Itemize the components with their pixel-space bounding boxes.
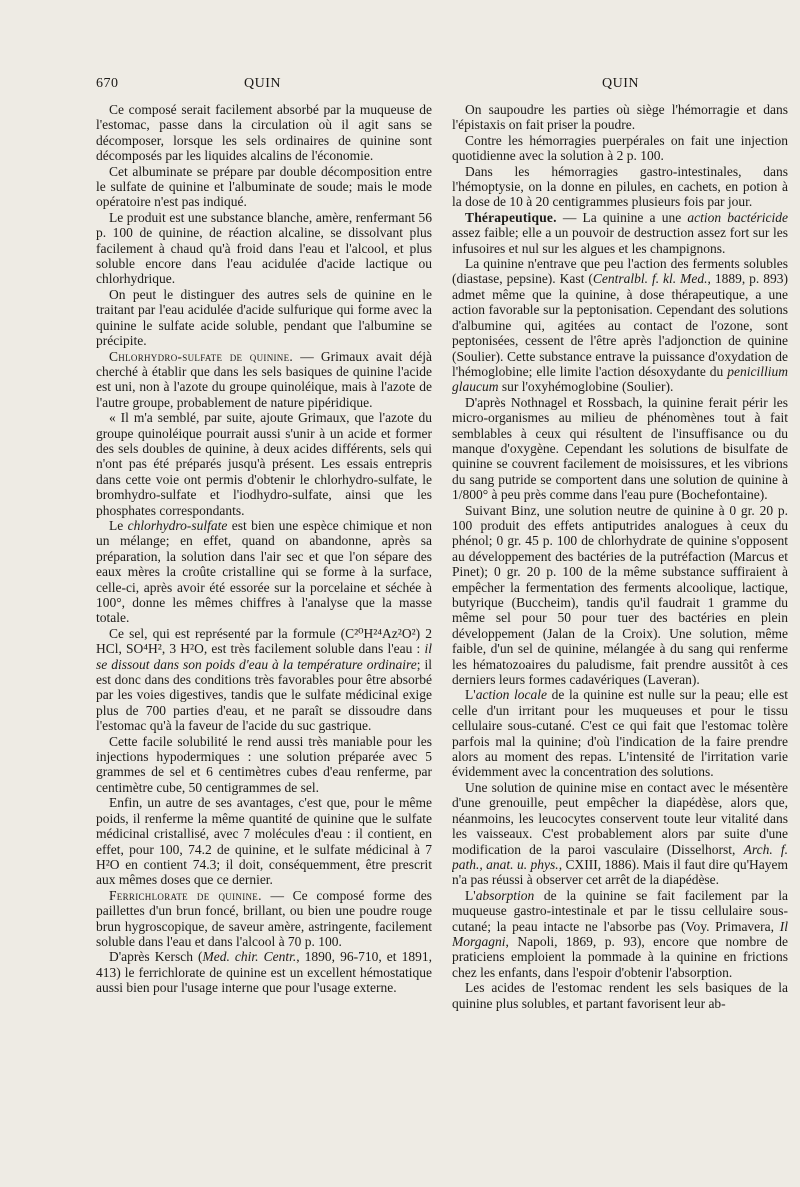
italic-text: Il Morgagni <box>452 918 788 949</box>
body-text: Cette facile solubilité le rend aussi très maniable pour les injections hypodermiques : une solution préparée avec 5 grammes de sel et 6 centimètres cubes d'eau renferme, par centimètre cube, 50 centigrammes de sel. <box>96 733 432 795</box>
body-text: Enfin, un autre de ses avantages, c'est que, pour le même poids, il renferme la même quantité de quinine que le sulfate médicinal cristallisé, avec 7 molécules d'eau : il contient, en effet, pour 100, 74.2 de quinine, et le sulfate médicinal à 7 H²O en contient 74.3; il doit, conséquemment, être prescrit aux mêmes doses que ce dernier. <box>96 795 432 888</box>
paragraph <box>96 795 432 887</box>
paragraph <box>452 780 788 888</box>
paragraph <box>96 888 432 950</box>
italic-text: penicillium glaucum <box>452 363 788 395</box>
body-text: D'après Nothnagel et Rossbach, la quinine ferait périr les micro-organismes au milieu de phénomènes tout à fait semblables à ceux qui résultent de l'insuffisance ou du manque d'oxygène. Cependant les solutions de bisulfate de quinine se couvrent facilement de moisissures, et les vibrions du sang putride se comportent dans une solution de quinine à 1/800° à peu près comme dans l'eau pure (Bochefontaine). <box>452 394 788 503</box>
body-text: Le <box>109 517 128 533</box>
italic-text: Centralbl. f. kl. Med. <box>592 271 708 287</box>
paragraph <box>452 687 788 779</box>
body-text: Contre les hémorragies puerpérales on fait une injection quotidienne avec la solution à 2 p. 100. <box>452 132 788 164</box>
body-text: de la quinine se fait facilement par la muqueuse gastro-intestinale et par le tissu cellulaire sous-cutané; la peau intacte ne l'absorbe pas (Voy. Primavera, <box>452 887 788 934</box>
paragraph <box>96 626 432 734</box>
italic-text: action bactéricide <box>687 209 788 225</box>
paragraph <box>96 210 432 287</box>
body-text: Suivant Binz, une solution neutre de quinine à 0 gr. 20 p. 100 produit des effets antiputrides analogues à ceux du phénol; 0 gr. 45 p. 100 de chlorhydrate de quinine s'opposent au développement des bactéries de la putréfaction (Marcus et Pinet); 0 gr. 20 p. 100 de la même substance suffiraient à empêcher la fermentation des ferments alcoolique, lactique, butyrique (Buccheim), tandis qu'il faudrait 1 gramme du même sel pour 50 pour tuer des bactéries en plein développement (Jalan de la Croix). Une solution, même faible, d'un sel de quinine, mélangée à du sang qui renferme les hématozoaires du paludisme, fait prendre aussitôt à ces derniers leurs formes cadavériques (Laveran). <box>452 502 788 688</box>
paragraph <box>96 287 432 349</box>
body-text: On peut le distinguer des autres sels de quinine en le traitant par l'eau acidulée d'acide sulfurique qui forme avec la quinine le sulfate acide soluble, pendant que l'albumine se précipite. <box>96 286 432 349</box>
body-text: est bien une espèce chimique et non un mélange; en effet, quand on abandonne, après sa préparation, la solution dans l'air sec et que l'on sépare des eaux mères la croûte cristalline qui se forme à la surface, celle-ci, après avoir été essorée sur la porcelaine et séchée à 100°, donne les mêmes chiffres à l'analyse que la masse totale. <box>96 517 432 626</box>
body-text: Une solution de quinine mise en contact avec le mésentère d'une grenouille, peut empêcher la diapédèse, alors que, néanmoins, les leucocytes conservent toute leur vitalité dans les vaisseaux. C'est probablement alors par suite d'une modification de la paroi vasculaire (Disselhorst, <box>452 779 788 857</box>
section-heading: Chlorhydro-sulfate de quinine. <box>109 348 294 364</box>
italic-text: action locale <box>475 687 548 703</box>
paragraph <box>96 164 432 210</box>
paragraph <box>96 102 432 164</box>
italic-text: Med. chir. Centr. <box>202 949 297 965</box>
paragraph <box>96 349 432 411</box>
paragraph <box>96 410 432 518</box>
body-text: de la quinine est nulle sur la peau; elle est celle d'un irritant pour les muqueuses et pour le tissu cellulaire sous-cutané. C'est ce qui fait que l'estomac tolère parfois mal la quinine; d'où l'indication de la faire prendre alors au moment des repas. L'intensité de l'irritation varie évidemment avec la concentration des solutions. <box>452 687 788 780</box>
body-text: sur l'oxyhémoglobine (Soulier). <box>498 379 674 395</box>
section-heading: Ferrichlorate de quinine. <box>109 887 262 903</box>
body-text: Ce composé serait facilement absorbé par la muqueuse de l'estomac, passe dans la circulation où il agit sans se décomposer, lorsque les sels ordinaires de quinine sont décomposés par les liquides alcalins de l'économie. <box>96 102 432 164</box>
paragraph <box>452 980 788 1011</box>
body-text: L' <box>465 887 476 903</box>
italic-text: absorption <box>475 887 535 903</box>
paragraph <box>96 949 432 995</box>
body-text: , CXIII, 1886). Mais il faut dire qu'Hayem n'a pas réussi à observer cet arrêt de la diapédèse. <box>452 856 788 888</box>
body-text: Ce sel, qui est représenté par la formule (C²⁰H²⁴Az²O²) 2 HCl, SO⁴H², 3 H²O, est très facilement soluble dans l'eau : <box>96 625 432 657</box>
paragraph <box>452 164 788 210</box>
body-text: D'après Kersch ( <box>109 949 203 965</box>
body-text: Les acides de l'estomac rendent les sels basiques de la quinine plus solubles, et partant favorisent leur ab- <box>452 980 788 1011</box>
italic-text: chlorhydro-sulfate <box>127 517 228 533</box>
section-heading: Thérapeutique. <box>465 209 557 225</box>
italic-text: il se dissout dans son poids d'eau à la température ordinaire <box>96 641 432 672</box>
paragraph <box>96 518 432 626</box>
running-head-left: QUIN <box>244 76 281 91</box>
right-text-column <box>452 102 788 1152</box>
paragraph <box>452 102 788 133</box>
body-text: , 1889, p. 893) admet même que la quinine, à dose thérapeutique, a une action favorable sur la peptonisation. Cependant des solutions d'albumine qui, agitées au contact de l'ozone, sont peptonisées, cessent de l'être après l'adjonction de quinine (Soulier). Cette substance entrave la puissance d'oxydation de l'hémoglobine; elle limite l'action désoxydante du <box>452 271 788 379</box>
left-text-column <box>96 102 432 1152</box>
body-text: — Ce composé forme des paillettes d'un brun foncé, brillant, ou bien une poudre rouge brun hygroscopique, de saveur amère, astringente, facilement soluble dans l'eau et dans l'alcool à 70 p. 100. <box>96 887 432 949</box>
paragraph <box>452 503 788 688</box>
page-header <box>96 76 768 96</box>
body-text: assez faible; elle a un pouvoir de destruction assez fort sur les infusoires et nul sur les algues et les champignons. <box>452 225 788 256</box>
paragraph <box>96 734 432 796</box>
paragraph <box>452 256 788 395</box>
paragraph <box>452 210 788 256</box>
body-text: Dans les hémorragies gastro-intestinales, dans l'hémoptysie, on la donne en pilules, en cachets, en potion à la dose de 10 à 20 centigrammes plusieurs fois par jour. <box>452 163 788 210</box>
page-number: 670 <box>96 76 119 91</box>
body-text: La quinine n'entrave que peu l'action des ferments solubles (diastase, pepsine). Kast ( <box>452 256 788 287</box>
body-text: , 1890, 96-710, et 1891, 413) le ferrichlorate de quinine est un excellent hémostatique aussi bien pour l'usage interne que pour l'usage externe. <box>96 949 432 996</box>
body-text: Le produit est une substance blanche, amère, renfermant 56 p. 100 de quinine, de réaction alcaline, se dissolvant plus facilement à chaud qu'à froid dans l'eau et l'alcool, et plus soluble encore dans l'eau acidulée d'acide lactique ou chlorhydrique. <box>96 209 432 287</box>
paragraph <box>452 888 788 980</box>
body-text: , Napoli, 1869, p. 93), encore que nombre de praticiens emploient la pommade à la quinine en frictions chez les enfants, dans l'espoir d'obtenir l'absorption. <box>452 933 788 980</box>
body-text: « Il m'a semblé, par suite, ajoute Grimaux, que l'azote du groupe quinoléique pourrait aussi s'unir à un acide et former des sels doubles de quinine, à deux acides différents, sels qui n'ont pas été préparés jusqu'à présent. Les essais entrepris dans cette voie ont permis d'obtenir le chlorhydro-sulfate, le bromhydro-sulfate et l'iodhydro-sulfate, ainsi que les phosphates correspondants. <box>96 410 432 518</box>
running-head-right: QUIN <box>602 76 639 91</box>
paragraph <box>452 133 788 164</box>
body-text: L' <box>465 687 476 703</box>
body-text: — La quinine a une <box>556 209 688 225</box>
italic-text: Arch. f. path., anat. u. phys. <box>452 841 788 872</box>
paragraph <box>452 395 788 503</box>
body-text: — Grimaux avait déjà cherché à établir que dans les sels basiques de quinine l'acide est uni, non à l'azote du groupe quinoléique, mais à l'azote de l'autre groupe, probablement de nature pipéridique. <box>96 348 432 410</box>
body-text: On saupoudre les parties où siège l'hémorragie et dans l'épistaxis on fait priser la poudre. <box>452 102 788 133</box>
body-text: ; il est donc dans des conditions très favorables pour être absorbé par les voies digestives, tandis que le sulfate médicinal exige plus de 700 parties d'eau, et ne paraît se dissoudre dans l'estomac qu'à la faveur de l'acide du suc gastrique. <box>96 656 432 734</box>
body-text: Cet albuminate se prépare par double décomposition entre le sulfate de quinine et l'albuminate de soude; mais le mode opératoire n'est pas indiqué. <box>96 163 432 210</box>
